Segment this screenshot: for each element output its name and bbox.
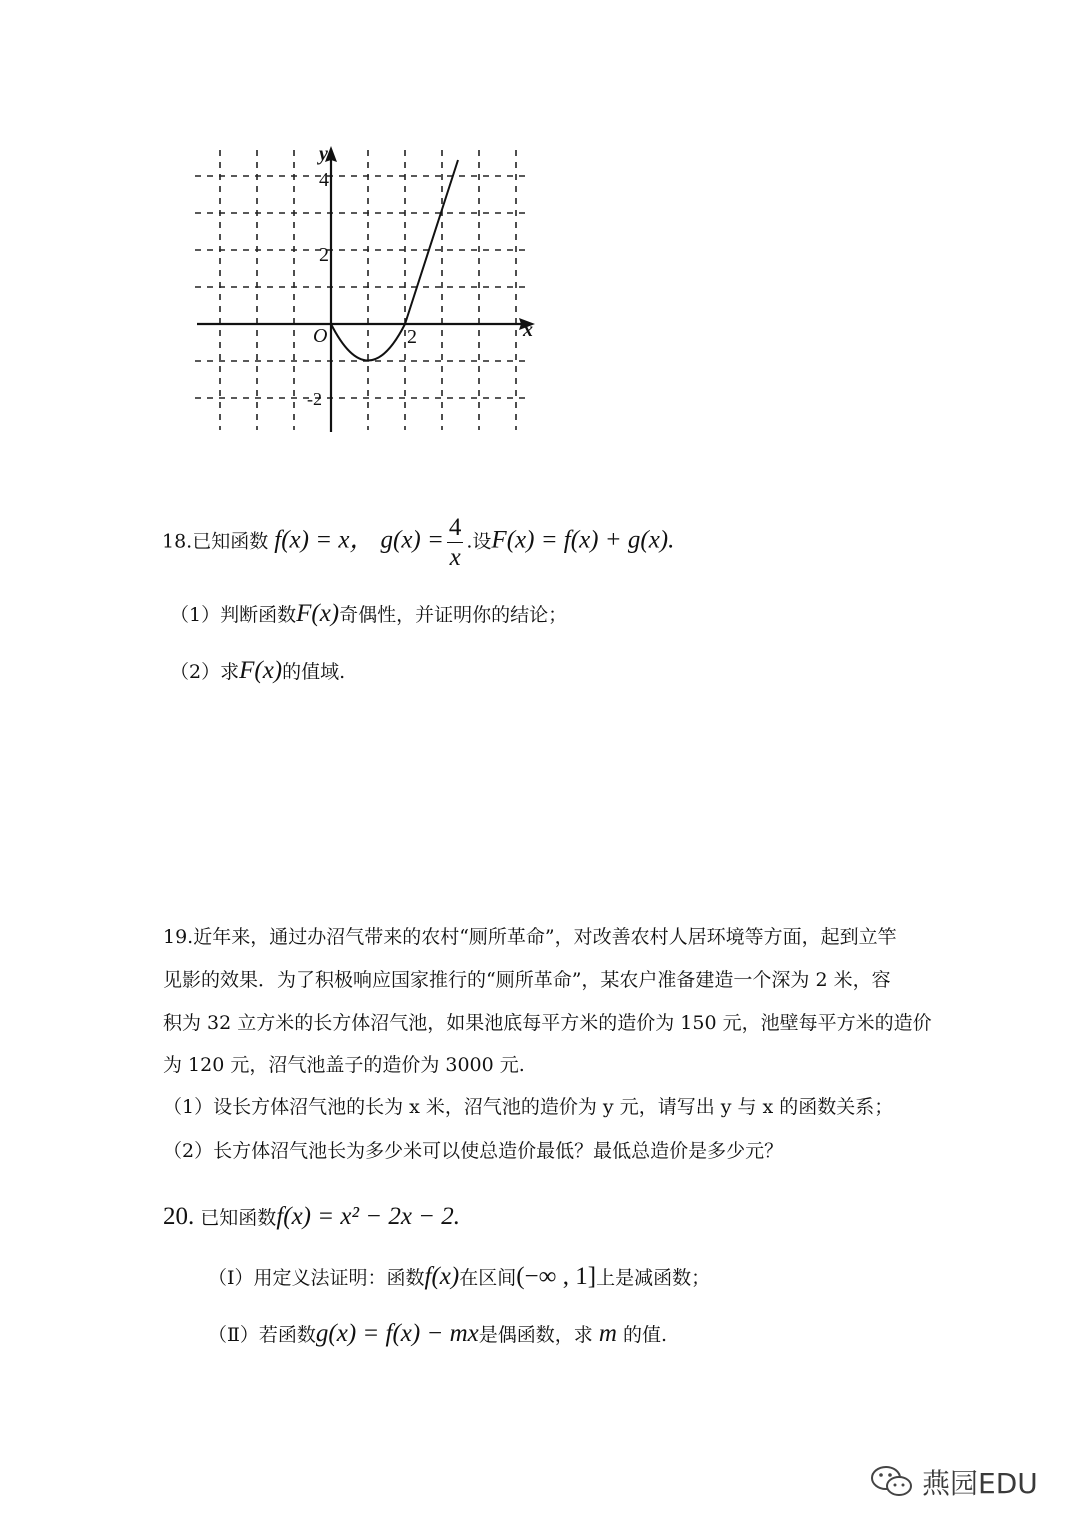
function-graph (185, 140, 545, 440)
q20-part2-mid: 是偶函数，求 (478, 1324, 593, 1346)
q20-part1-mid: 在区间 (459, 1267, 517, 1289)
x-axis-label: x (523, 319, 533, 341)
q20-part2 (208, 1320, 667, 1348)
q20-part2-prefix: （Ⅱ）若函数 (208, 1324, 316, 1346)
q20-number: 20. (163, 1203, 195, 1230)
y-tick-neg2: -2 (307, 389, 322, 409)
q18-set-text: .设 (466, 530, 492, 553)
q19-line-1: 19.近年来，通过办沼气带来的农村“厕所革命”，对改善农村人居环境等方面，起到立竿 (163, 926, 897, 948)
q18-part1 (170, 600, 567, 628)
q18-number: 18. (162, 530, 193, 553)
graph-grid (195, 150, 530, 430)
q20-part2-g: g(x) = f(x) − mx (315, 1320, 479, 1347)
q20-part2-m: m (598, 1320, 617, 1347)
y-axis-label: y (319, 143, 328, 165)
q18-statement (162, 515, 674, 570)
q20-part1 (208, 1263, 710, 1291)
q18-part1-suffix: 奇偶性，并证明你的结论； (339, 604, 568, 626)
q19-line-4: 为 120 元，沼气池盖子的造价为 3000 元. (163, 1054, 525, 1076)
wechat-icon (870, 1464, 914, 1500)
q20-part1-suffix: 上是减函数； (596, 1267, 711, 1289)
q20-statement (163, 1203, 460, 1231)
watermark-text: 燕园EDU (922, 1467, 1038, 1500)
q18-part2-suffix: 的值域. (282, 661, 346, 683)
q19-part2: （2）长方体沼气池长为多少米可以使总造价最低？最低总造价是多少元？ (163, 1140, 784, 1162)
q18-f-definition: f(x) = x， (274, 526, 375, 554)
watermark (870, 1462, 1038, 1502)
function-curve (331, 160, 458, 361)
q20-part1-f: f(x) (424, 1263, 460, 1290)
q18-g-lhs: g(x) = (380, 526, 444, 554)
q19-line-2: 见影的效果．为了积极响应国家推行的“厕所革命”，某农户准备建造一个深为 2 米，容 (163, 969, 891, 991)
q19-part1: （1）设长方体沼气池的长为 x 米，沼气池的造价为 y 元，请写出 y 与 x 的函数关系； (163, 1096, 894, 1118)
y-tick-4: 4 (319, 169, 329, 191)
q18-g-fraction: $\frac{4}{x}$ (448, 514, 462, 571)
q18-part2 (170, 657, 345, 685)
q20-part1-interval: (−∞ , 1] (516, 1263, 597, 1290)
q18-part2-F: F(x) (239, 657, 283, 684)
q18-part1-prefix: （1）判断函数 (170, 604, 297, 626)
q18-prefix: 已知函数 (192, 530, 269, 553)
origin-label: O (313, 325, 328, 347)
y-tick-2: 2 (319, 244, 329, 266)
q18-part2-prefix: （2）求 (170, 661, 240, 683)
q20-part2-suffix: 的值. (622, 1324, 667, 1346)
q20-f-expression: f(x) = x² − 2x − 2. (276, 1203, 461, 1230)
q18-part1-F: F(x) (296, 600, 340, 627)
q20-part1-prefix: （Ⅰ）用定义法证明：函数 (208, 1267, 425, 1289)
q18-F-definition: F(x) = f(x) + g(x). (491, 526, 675, 554)
q20-prefix: 已知函数 (200, 1207, 277, 1229)
q19-line-3: 积为 32 立方米的长方体沼气池，如果池底每平方米的造价为 150 元，池壁每平方米的造价 (163, 1012, 932, 1034)
x-tick-2: 2 (407, 326, 417, 348)
